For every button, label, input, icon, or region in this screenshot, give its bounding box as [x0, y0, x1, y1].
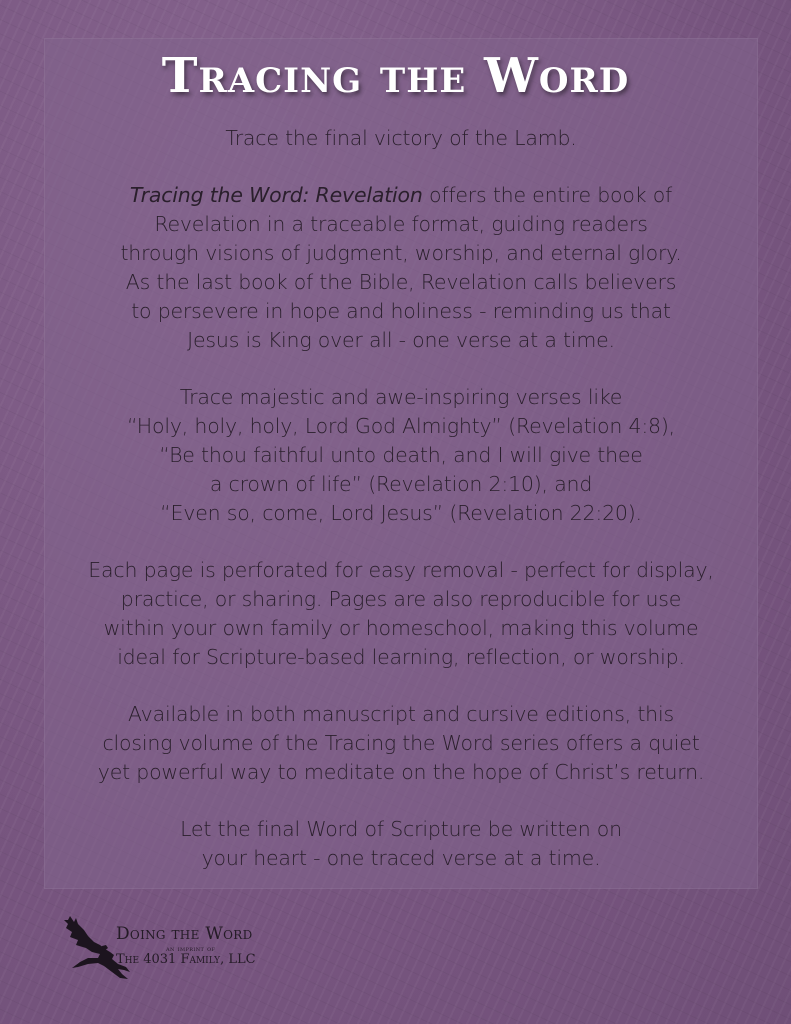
closing-line: your heart - one traced verse at a time.: [201, 846, 601, 870]
page-title: Tracing the Word: [161, 48, 630, 104]
publisher-parent: The 4031 Family, LLC: [116, 952, 256, 967]
intro-paragraph: [44, 181, 758, 355]
perforated-line: within your own family or homeschool, making this volume: [103, 616, 699, 640]
perforated-line: Each page is perforated for easy removal - perfect for display,: [88, 558, 714, 582]
intro-line: As the last book of the Bible, Revelation calls believers: [125, 270, 677, 294]
eagle-silhouette-icon: [58, 912, 136, 980]
verses-line: “Holy, holy, holy, Lord God Almighty” (Revelation 4:8),: [127, 414, 675, 438]
perforated-paragraph: [44, 556, 758, 672]
tagline-line: Trace the final victory of the Lamb.: [225, 126, 577, 150]
verses-line: Trace majestic and awe-inspiring verses like: [179, 385, 623, 409]
verses-line: a crown of life” (Revelation 2:10), and: [209, 472, 593, 496]
intro-line: through visions of judgment, worship, and eternal glory.: [120, 241, 682, 265]
intro-line: Revelation in a traceable format, guiding readers: [154, 212, 648, 236]
closing-paragraph: [44, 815, 758, 873]
description-body: [44, 124, 758, 901]
intro-line: [44, 181, 758, 210]
editions-line: Available in both manuscript and cursive editions, this: [128, 702, 674, 726]
verses-paragraph: [44, 383, 758, 528]
publisher-logo: [58, 912, 318, 982]
verses-line: “Be thou faithful unto death, and I will give thee: [159, 443, 643, 467]
intro-line-rest: offers the entire book of: [422, 183, 673, 207]
editions-paragraph: [44, 700, 758, 787]
perforated-line: practice, or sharing. Pages are also reproducible for use: [120, 587, 682, 611]
editions-line: yet powerful way to meditate on the hope of Christ’s return.: [97, 760, 705, 784]
closing-line: Let the final Word of Scripture be written on: [180, 817, 622, 841]
intro-line: to persevere in hope and holiness - reminding us that: [131, 299, 671, 323]
editions-line: closing volume of the Tracing the Word series offers a quiet: [102, 731, 700, 755]
verses-line: “Even so, come, Lord Jesus” (Revelation 22:20).: [160, 501, 642, 525]
tagline: [44, 124, 758, 153]
publisher-subtitle: an imprint of: [166, 944, 216, 953]
book-title-italic: Tracing the Word: Revelation: [129, 183, 423, 207]
publisher-name: Doing the Word: [116, 924, 253, 944]
intro-line: Jesus is King over all - one verse at a time.: [187, 328, 615, 352]
perforated-line: ideal for Scripture-based learning, reflection, or worship.: [117, 645, 685, 669]
